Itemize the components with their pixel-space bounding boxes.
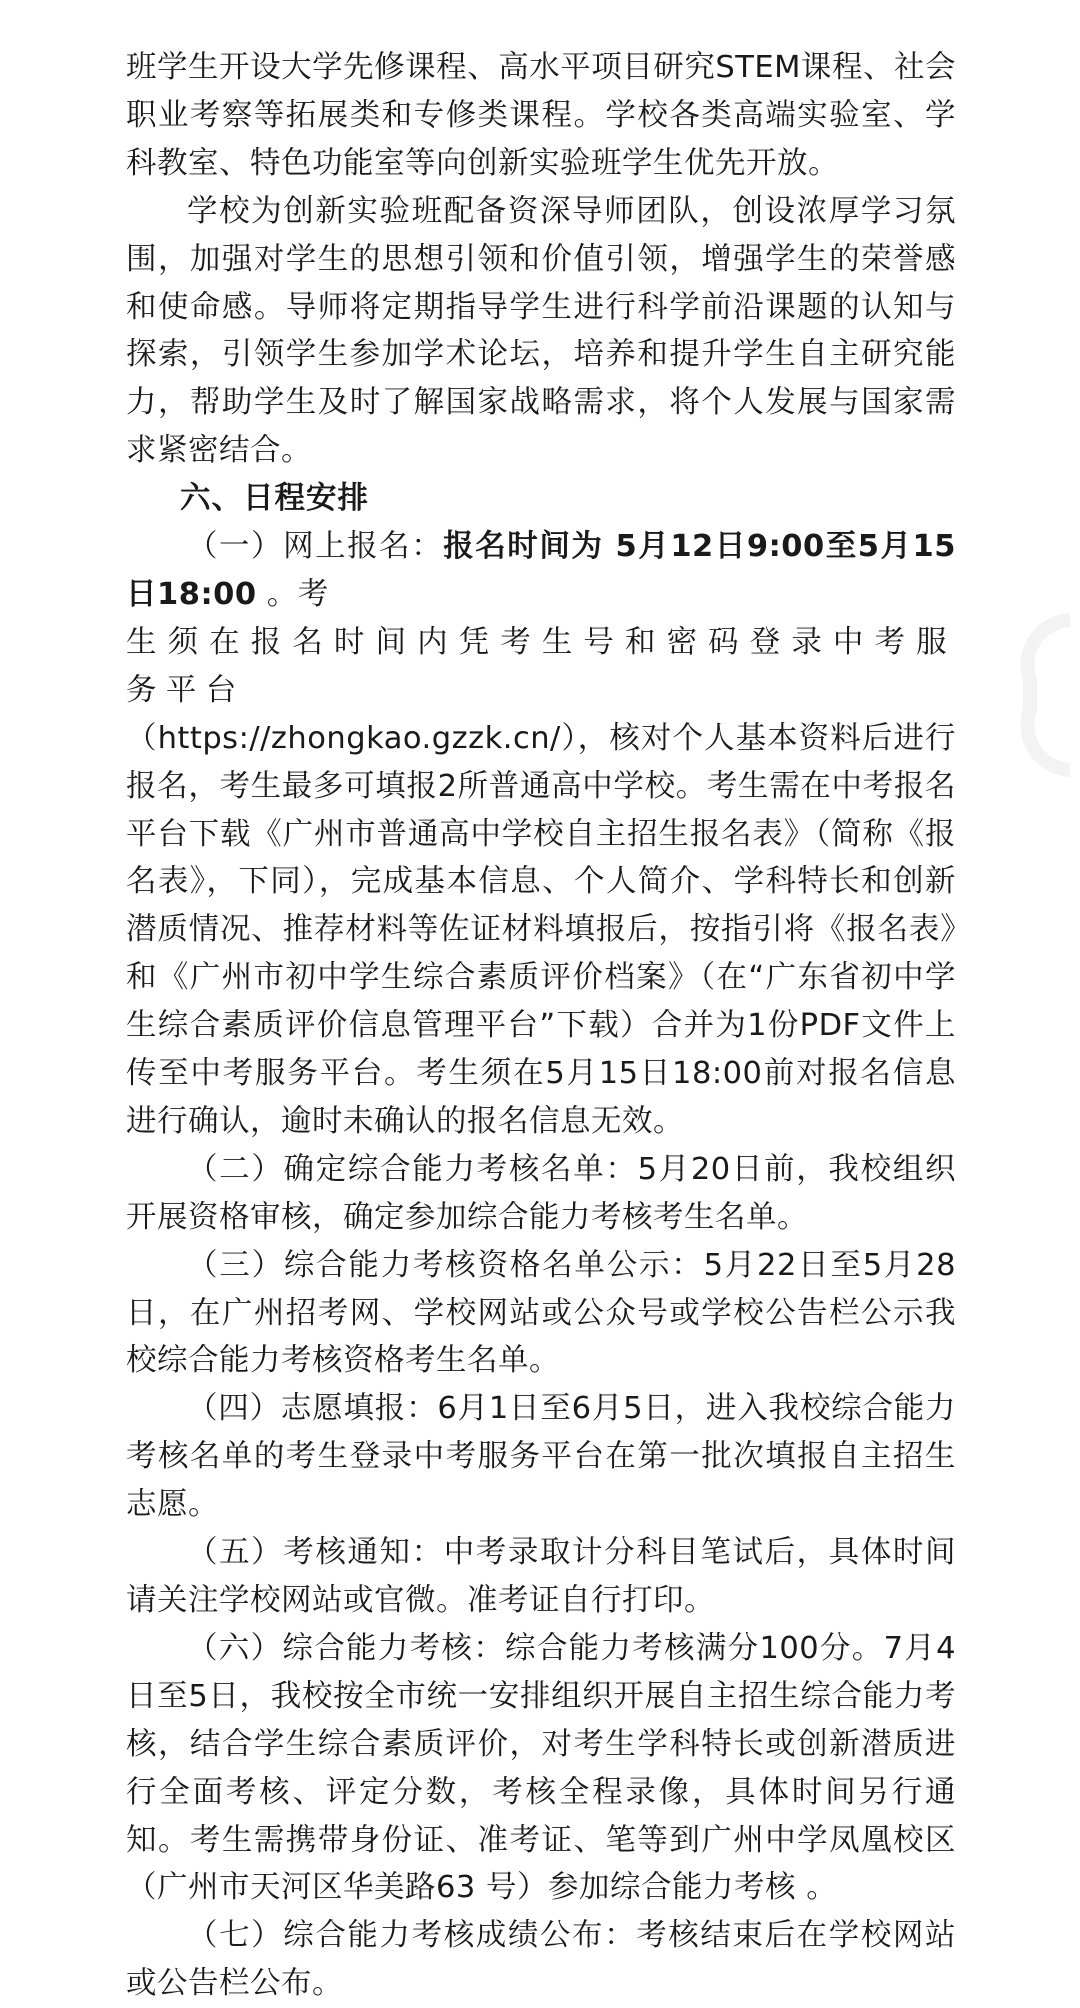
- schedule-item-qualification-list: （二）确定综合能力考核名单：5月20日前，我校组织开展资格审核，确定参加综合能力考核考生名单。: [126, 1151, 956, 1235]
- registration-platform-line: 生须在报名时间内凭考生号和密码登录中考服务平台: [126, 624, 956, 708]
- schedule-item-assessment-notice: （五）考核通知：中考录取计分科目笔试后，具体时间请关注学校网站或官微。准考证自行打印。: [126, 1535, 956, 1618]
- document-body: [126, 44, 956, 2008]
- paragraph-intro-courses: 班学生开设大学先修课程、高水平项目研究STEM课程、社会职业考察等拓展类和专修类课程。学校各类高端实验室、学科教室、特色功能室等向创新实验班学生优先开放。: [126, 50, 956, 181]
- schedule-item-list-publicity: （三）综合能力考核资格名单公示：5月22日至5月28日，在广州招考网、学校网站或公众号或学校公告栏公示我校综合能力考核资格考生名单。: [126, 1247, 956, 1379]
- schedule-item-results-announcement: （七）综合能力考核成绩公布：考核结束后在学校网站或公告栏公布。: [126, 1918, 956, 2002]
- registration-suffix: 。考: [256, 576, 329, 612]
- registration-label: （一）网上报名：: [187, 529, 444, 565]
- registration-time-bold: 报名时间为 5月12日9:00至5月15日18:00: [126, 529, 956, 612]
- schedule-item-ability-assessment: （六）综合能力考核：综合能力考核满分100分。7月4日至5日，我校按全市统一安排组织开展自主招生综合能力考核，结合学生综合素质评价，对考生学科特长或创新潜质进行全面考核、评定分数，考核全程录像，具体时间另行通知。考生需携带身份证、准考证、笔等到广州中学凤凰校区（广州市天河区华美路63 号）参加综合能力考核 。: [126, 1630, 956, 1906]
- watermark-fragment: [1010, 600, 1080, 790]
- schedule-item-online-registration: [126, 523, 956, 1146]
- paragraph-mentor-team: 学校为创新实验班配备资深导师团队，创设浓厚学习氛围，加强对学生的思想引领和价值引领，增强学生的荣誉感和使命感。导师将定期指导学生进行科学前沿课题的认知与探索，引领学生参加学术论坛，培养和提升学生自主研究能力，帮助学生及时了解国家战略需求，将个人发展与国家需求紧密结合。: [126, 193, 956, 469]
- section-heading-schedule: 六、日程安排: [180, 481, 369, 517]
- registration-details: （https://zhongkao.gzzk.cn/），核对个人基本资料后进行报名，考生最多可填报2所普通高中学校。考生需在中考报名平台下载《广州市普通高中学校自主招生报名表》（简称《报名表》，下同），完成基本信息、个人简介、学科特长和创新潜质情况、推荐材料等佐证材料填报后，按指引将《报名表》和《广州市初中学生综合素质评价档案》（在“广东省初中学生综合素质评价信息管理平台”下载）合并为1份PDF文件上传至中考服务平台。考生须在5月15日18:00前对报名信息进行确认，逾时未确认的报名信息无效。: [126, 720, 956, 1139]
- schedule-item-application: （四）志愿填报：6月1日至6月5日，进入我校综合能力考核名单的考生登录中考服务平台在第一批次填报自主招生志愿。: [126, 1391, 956, 1523]
